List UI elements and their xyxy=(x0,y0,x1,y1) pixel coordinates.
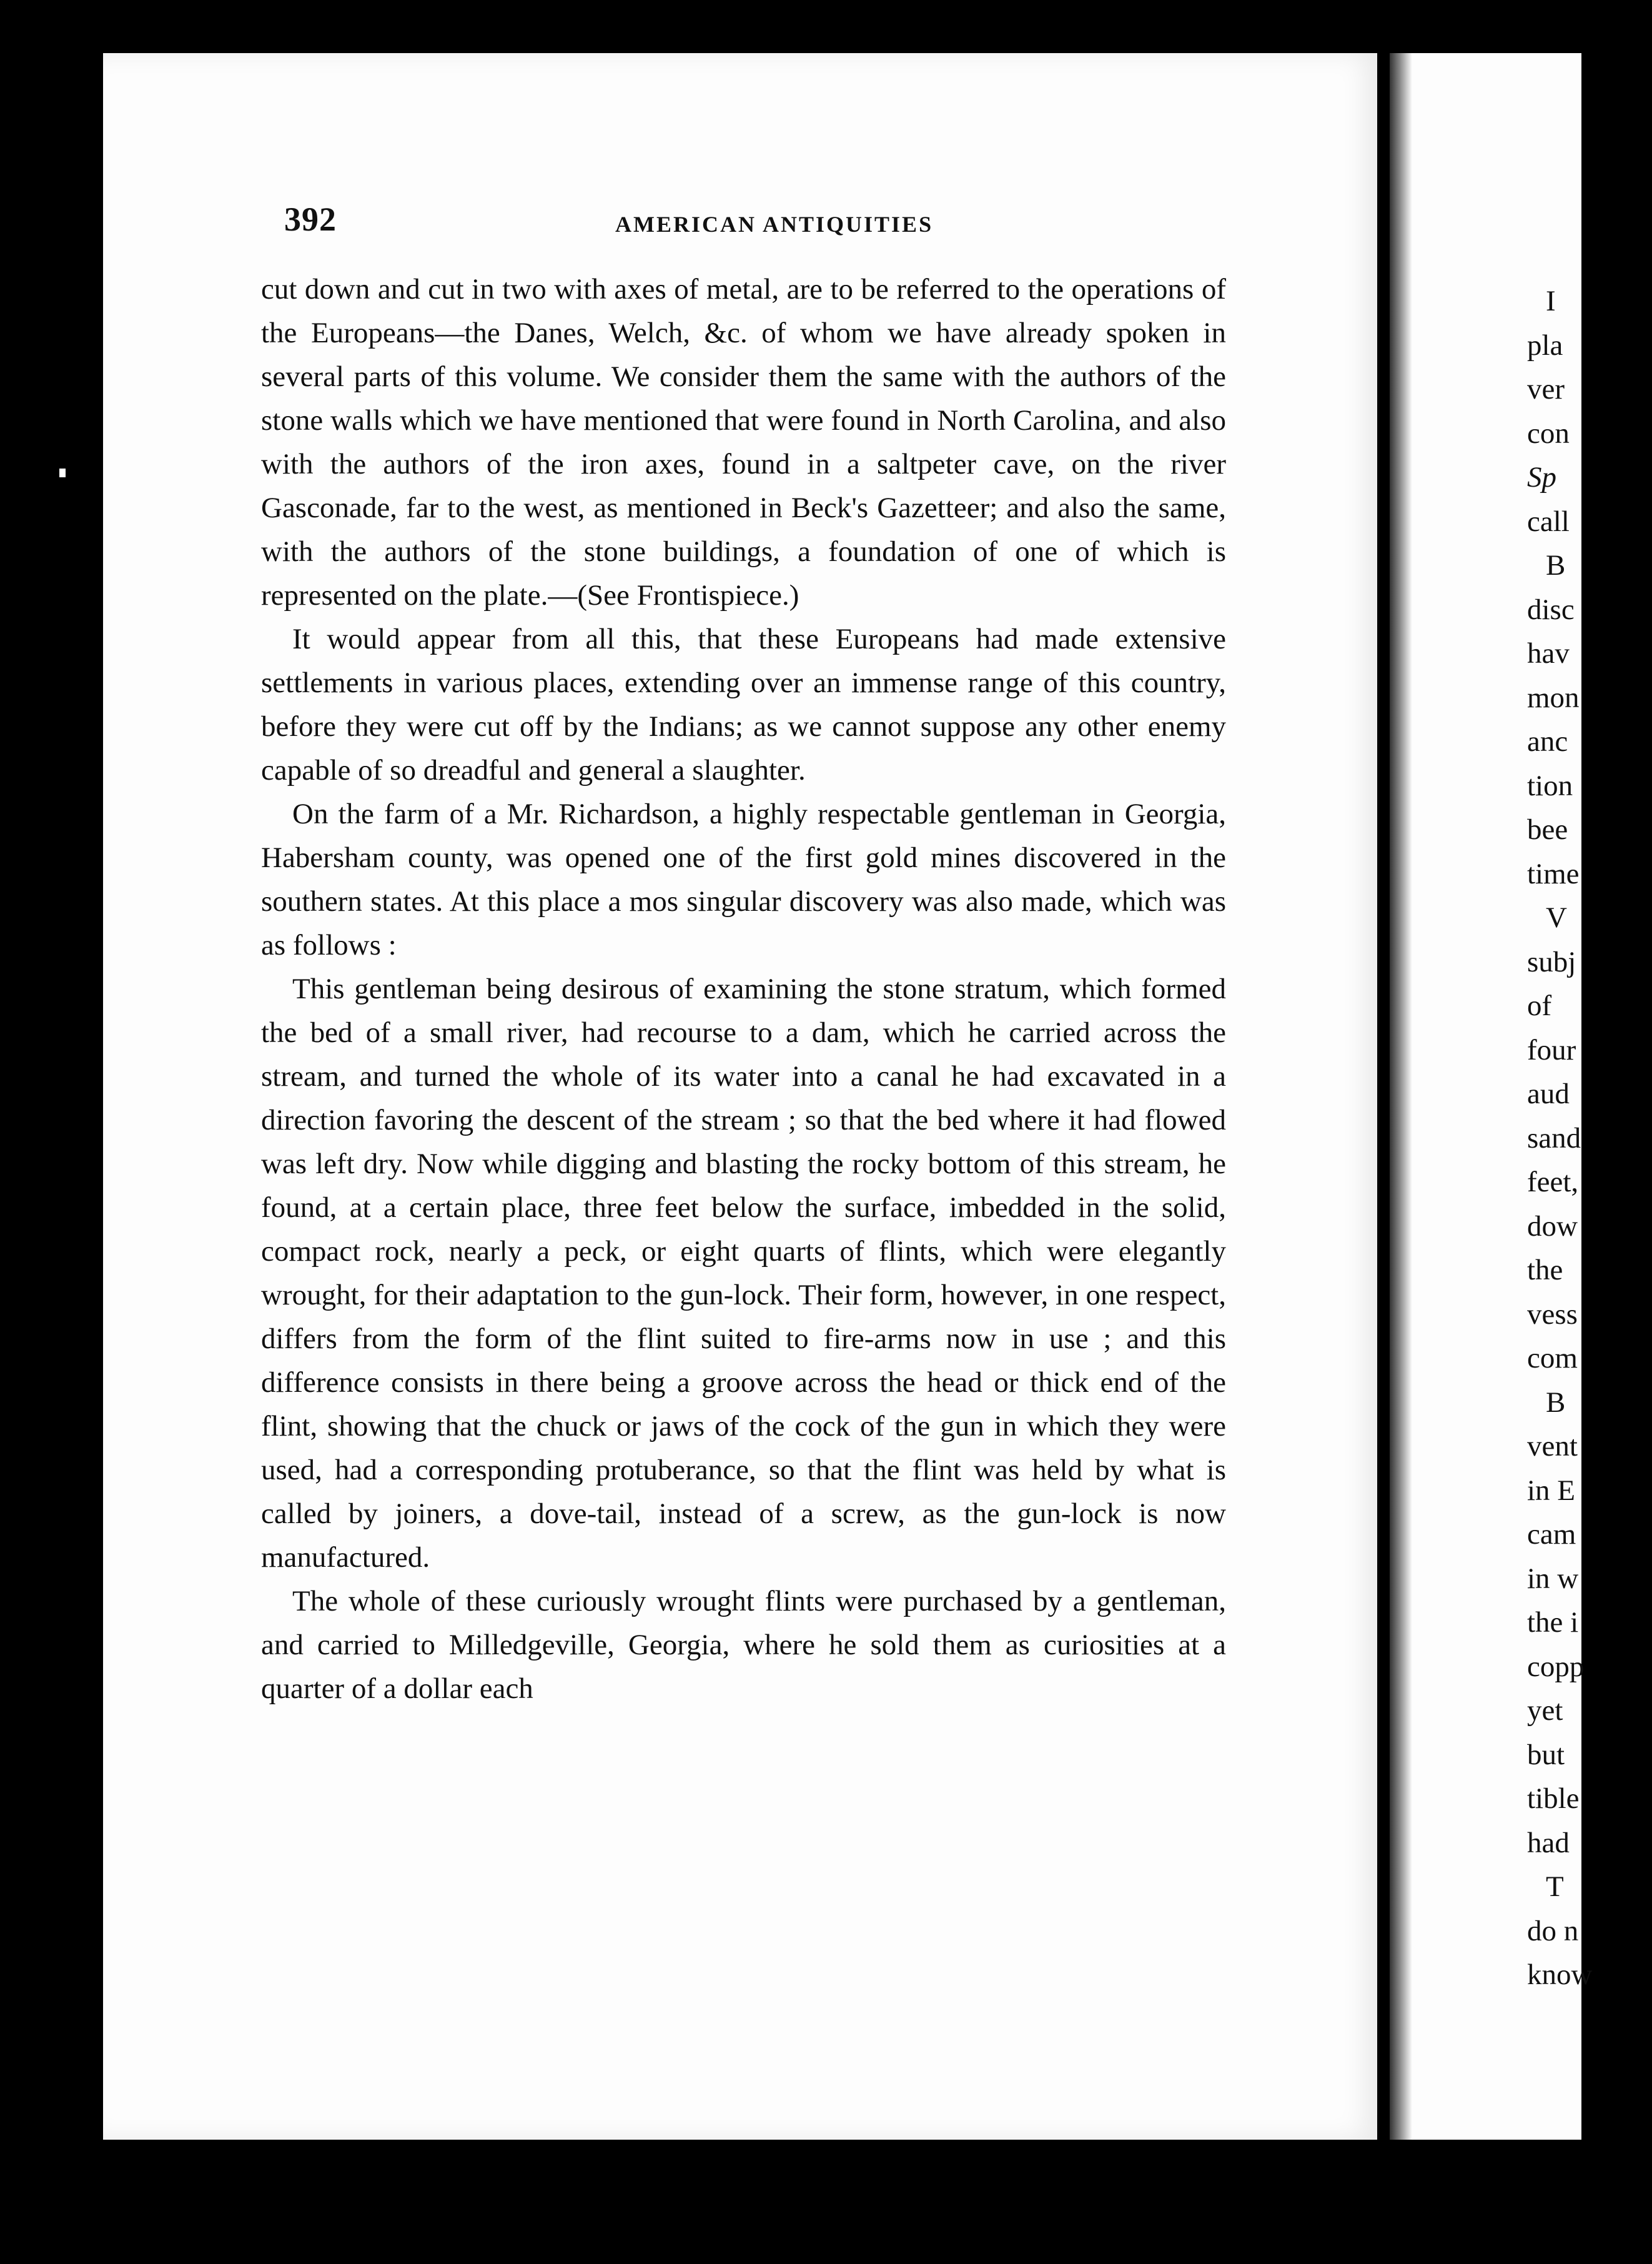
right-page-fragment: Sp xyxy=(1527,461,1556,494)
right-page-fragment: in w xyxy=(1527,1562,1579,1595)
right-page-fragment: do n xyxy=(1527,1914,1579,1947)
right-page-fragment: the xyxy=(1527,1254,1563,1286)
right-page-fragment: tible xyxy=(1527,1782,1580,1815)
right-page-fragment: four xyxy=(1527,1033,1576,1066)
right-page-fragment: in E xyxy=(1527,1474,1576,1507)
page-number: 392 xyxy=(284,201,337,238)
page-header xyxy=(284,200,1315,237)
right-page-fragment: aud xyxy=(1527,1078,1570,1110)
right-page-fragment: ver xyxy=(1527,373,1565,405)
edge-speck xyxy=(59,469,66,477)
right-page-fragment: B xyxy=(1546,549,1566,582)
right-page-fragment: V xyxy=(1546,901,1567,934)
right-page-fragment: T xyxy=(1546,1870,1564,1903)
right-page-fragment: of xyxy=(1527,990,1552,1022)
right-page-fragment: I xyxy=(1546,285,1556,317)
right-page-fragment: the i xyxy=(1527,1606,1579,1639)
right-page-fragment: vess xyxy=(1527,1298,1578,1331)
right-page-fragment: B xyxy=(1546,1386,1566,1419)
right-page-fragment: disc xyxy=(1527,593,1575,626)
body-text xyxy=(261,267,1226,1710)
right-page-fragment: dow xyxy=(1527,1209,1578,1243)
right-page-fragment: call xyxy=(1527,505,1570,538)
right-page-fragment: vent xyxy=(1527,1430,1578,1462)
right-page-fragment: pla xyxy=(1527,329,1563,362)
right-page-fragment: feet, xyxy=(1527,1166,1579,1198)
right-page-fragment: hav xyxy=(1527,637,1570,670)
right-page-fragment: tion xyxy=(1527,769,1573,802)
paragraph-1: cut down and cut in two with axes of metal, are to be referred to the operations of the Europeans—the Danes, Welch, &c. of whom we have already spoken in several parts of this volume. We consider them the same with the authors of the stone walls which we have mentioned that were found in North Carolina, and also with the authors of the iron axes, found in a saltpeter cave, on the river Gasconade, far to the west, as mentioned in Beck's Gazetteer; and also the same, with the authors of the stone buildings, a foundation of one of which is represented on the plate.—(See Frontispiece.) xyxy=(261,273,1226,612)
right-page-fragment: bee xyxy=(1527,813,1568,846)
right-page-fragment: cam xyxy=(1527,1518,1576,1551)
paragraph-4: This gentleman being desirous of examining the stone stratum, which formed the bed of a small river, had recourse to a dam, which he carried across the stream, and turned the whole of its water into a canal he had excavated in a direction favoring the descent of the stream ; so that the bed where it had flowed was left dry. Now while digging and blasting the rocky bottom of this stream, he found, at a certain place, three feet below the surface, imbedded in the solid, compact rock, nearly a peck, or eight quarts of flints, which were elegantly wrought, for their adaptation to the gun-lock. Their form, however, in one respect, differs from the form of the flint suited to fire-arms now in use ; and this difference consists in there being a groove across the head or thick end of the flint, showing that the chuck or jaws of the cock of the gun in which they were used, had a corresponding protuberance, so that the flint was held by what is called by joiners, a dove-tail, instead of a screw, as the gun-lock is now manufactured. xyxy=(261,973,1226,1574)
right-page-fragment: subj xyxy=(1527,945,1576,978)
gutter xyxy=(1377,53,1390,2140)
right-page-fragment: know xyxy=(1527,1959,1593,1991)
right-page-fragment: time xyxy=(1527,857,1580,890)
paragraph-5: The whole of these curiously wrought flints were purchased by a gentleman, and carried to Milledgeville, Georgia, where he sold them as curiosities at a quarter of a dollar each xyxy=(261,1585,1226,1705)
paragraph-2: It would appear from all this, that these Europeans had made extensive settlements in various places, extending over an immense range of this country, before they were cut off by the Indians; as we cannot suppose any other enemy capable of so dreadful and general a slaughter. xyxy=(261,623,1226,787)
right-page-fragment: com xyxy=(1527,1342,1578,1374)
right-page-fragment: sand xyxy=(1527,1121,1581,1154)
right-page-fragment: con xyxy=(1527,417,1570,450)
right-page-fragment: copp xyxy=(1527,1650,1585,1683)
right-page-fragment: mon xyxy=(1527,681,1580,714)
paragraph-3: On the farm of a Mr. Richardson, a highly respectable gentleman in Georgia, Habersham county, was opened one of the first gold mines discovered in the southern states. At this place a mos singular discovery was also made, which was as follows : xyxy=(261,798,1226,961)
spine-shadow xyxy=(1390,53,1412,2140)
right-page-fragment: had xyxy=(1527,1826,1570,1859)
right-page-fragment: yet xyxy=(1527,1694,1563,1727)
right-page-fragment: but xyxy=(1527,1738,1565,1771)
right-page-fragment: anc xyxy=(1527,725,1568,758)
running-head: AMERICAN ANTIQUITIES xyxy=(615,212,934,237)
